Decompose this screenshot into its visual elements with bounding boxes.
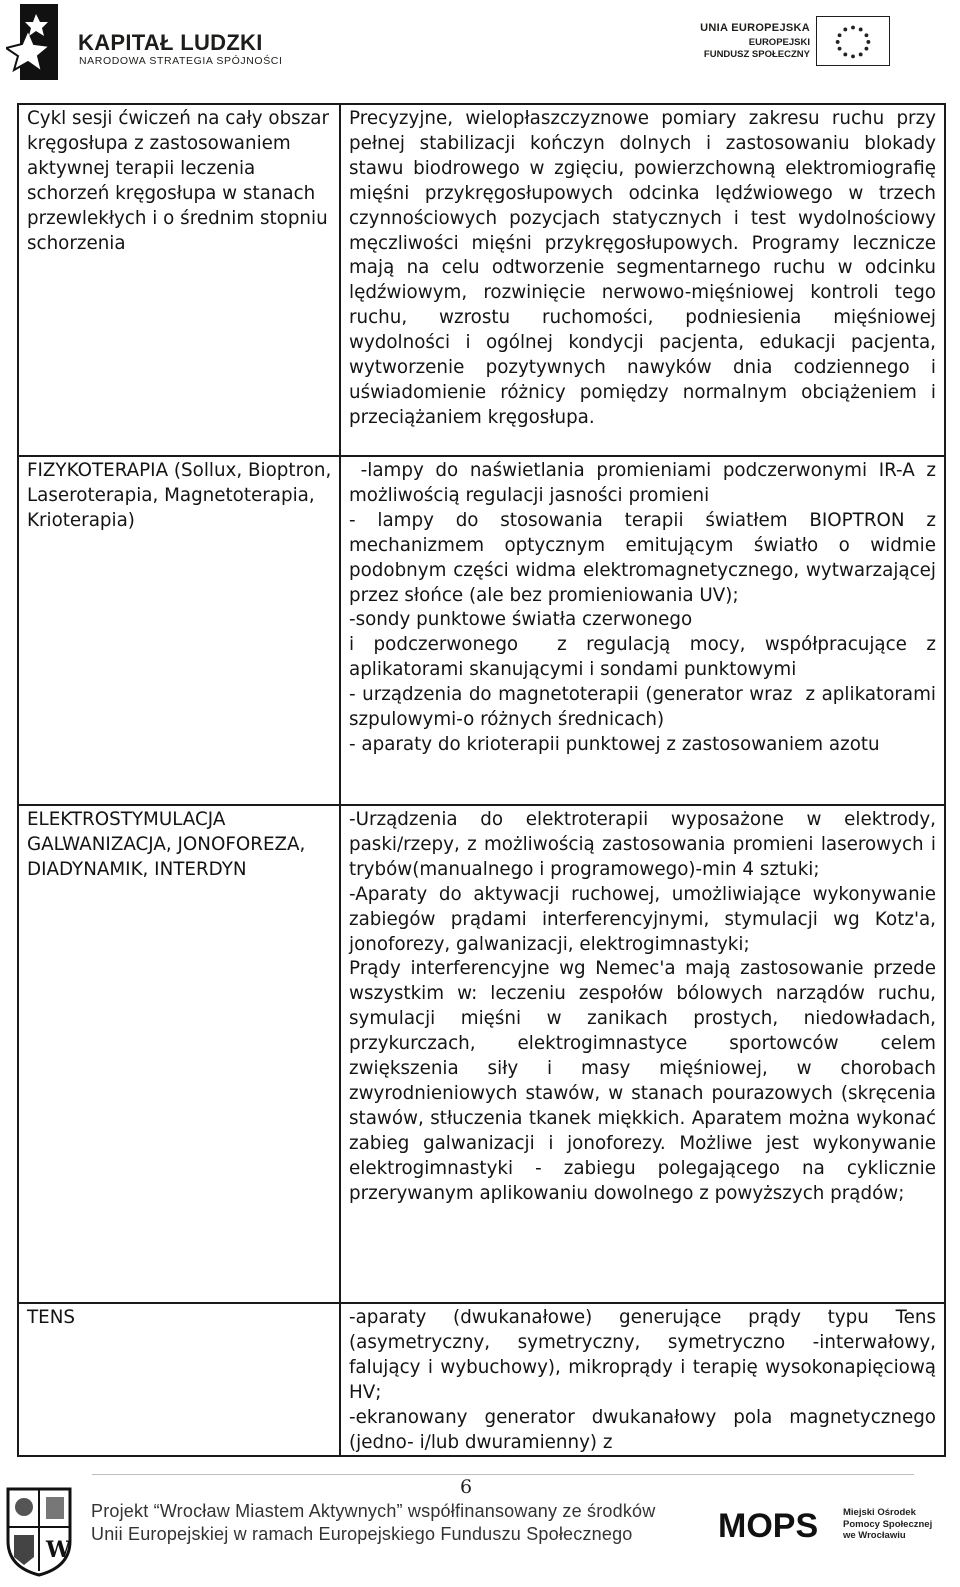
treatment-name-cell: Cykl sesji ćwiczeń na cały obszar kręgosłupa z zastosowaniem aktywnej terapii leczenia schorzeń kręgosłupa w stanach przewlekłych i o średnim stopniu schorzenia (18, 104, 340, 456)
description-paragraph: Prądy interferencyjne wg Nemec'a mają zastosowanie przede wszystkim w: leczeniu zespołów bólowych narządów ruchu, symulacji mięśni w zanikach prostych, niedowładach, przykurczach, elektrogimnastyce sportowców celem zwiększenia siły i masy mięśniowej, w chorobach zwyrodnieniowych stawów, w stanach pourazowych (skręcenia stawów, stłuczenia tkanek miękkich. Aparatem można wykonać zabieg galwanizacji i jonoforezy. Możliwe jest wykonywanie elektrogimnastyki - zabiegu polegającego na cyklicznie przerywanym aplikowaniu dowolnego z powyższych prądów; (349, 958, 936, 1204)
table-row (18, 104, 945, 456)
description-paragraph: -aparaty (dwukanałowe) generujące prądy typu Tens (asymetryczny, symetryczny, symetryczno -interwałowy, falujący i wybuchowy), mikroprądy i terapię wysokonapięciową HV; (349, 1307, 936, 1403)
eu-flag-icon (816, 16, 890, 66)
description-paragraph: - aparaty do krioterapii punktowej z zastosowaniem azotu (349, 733, 880, 755)
mops-name (843, 1507, 932, 1542)
svg-text:W: W (46, 1537, 71, 1563)
description-cell (340, 1303, 945, 1456)
mops-line-3: we Wrocławiu (843, 1530, 906, 1541)
description-paragraph: -Urządzenia do elektroterapii wyposażone w elektrody, paski/rzepy, z możliwością zastosowania promieni laserowych i trybów(manualnego i programowego)-min 4 sztuki; (349, 809, 936, 880)
brand-subtitle: NARODOWA STRATEGIA SPÓJNOŚCI (79, 55, 283, 67)
kapital-ludzki-logo-icon (6, 4, 58, 80)
description-paragraph: -lampy do naświetlania promieniami podczerwonymi IR-A z możliwością regulacji jasności promieni (349, 460, 942, 506)
mops-logo-text: MOPS (718, 1507, 819, 1545)
description-paragraph: Precyzyjne, wielopłaszczyznowe pomiary zakresu ruchu przy pełnej stabilizacji kończyn dolnych i zastosowaniu blokady stawu biodrowego w zgięciu, powierzchowną elektromiografię mięśni przykręgosłupowych odcinka lędźwiowego w trzech czynnościowych pozycjach statycznych i test wydolnościowy męczliwości mięśni przykręgosłupowych. Programy lecznicze mają na celu odtworzenie segmentarnego ruchu w odcinku lędźwiowym, rozwinięcie nerwowo-mięśniowej kontroli tego ruchu, wzrostu ruchomości, podniesienia mięśniowej wydolności i ogólnej kondycji pacjenta, edukacji pacjenta, wytworzenie pozytywnych nawyków dnia codziennego i uświadomienie różnicy pomiędzy normalnym obciążeniem i przeciążaniem kręgosłupa. (349, 108, 936, 428)
brand-title: KAPITAŁ LUDZKI (78, 30, 263, 55)
footer-line-2: Unii Europejskiej w ramach Europejskiego Funduszu Społecznego (91, 1524, 633, 1544)
eu-line-3: FUNDUSZ SPOŁECZNY (703, 49, 810, 60)
footer-divider (92, 1474, 914, 1475)
footer-line-1: Projekt “Wrocław Miastem Aktywnych” współfinansowany ze środków (91, 1501, 656, 1521)
page-header (0, 0, 960, 92)
description-paragraph: -Aparaty do aktywacji ruchowej, umożliwiające wykonywanie zabiegów prądami interferencyjnymi, stymulacji wg Kotz'a, jonoforezy, galwanizacji, elektrogimnastyki; (349, 883, 936, 955)
description-cell (340, 104, 945, 456)
eu-line-2: EUROPEJSKI (748, 37, 810, 48)
table-row (18, 1303, 945, 1456)
description-cell (340, 805, 945, 1303)
description-paragraph: - urządzenia do magnetoterapii (generator wraz z aplikatorami szpulowymi-o różnych średnicach) (349, 684, 942, 731)
wroclaw-coat-of-arms-icon (6, 1487, 72, 1577)
equipment-table (17, 103, 946, 1457)
eu-label (700, 22, 810, 60)
mops-line-2: Pomocy Społecznej (843, 1518, 933, 1530)
mops-line-1: Miejski Ośrodek (843, 1507, 916, 1518)
description-paragraph: - lampy do stosowania terapii światłem BIOPTRON z mechanizmem optycznym emitującym światło o widmie podobnym części widma elektromagnetycznego, wytwarzającej przez słońce (ale bez promieniowania UV); (349, 509, 936, 606)
footer-credits (91, 1500, 655, 1546)
description-cell (340, 456, 945, 805)
table-row (18, 456, 945, 805)
table-row (18, 805, 945, 1303)
treatment-name-cell: TENS (18, 1303, 340, 1456)
treatment-name-cell: ELEKTROSTYMULACJA GALWANIZACJA, JONOFOREZA, DIADYNAMIK, INTERDYN (18, 805, 340, 1303)
eu-line-1: UNIA EUROPEJSKA (700, 22, 810, 34)
treatment-name-cell: FIZYKOTERAPIA (Sollux, Bioptron, Laseroterapia, Magnetoterapia, Krioterapia) (18, 456, 340, 805)
page-number: 6 (460, 1476, 473, 1498)
description-paragraph: i podczerwonego z regulacją mocy, współpracujące z aplikatorami skanującymi i sondami punktowymi (349, 634, 942, 681)
mops-logo-icon (716, 1503, 838, 1545)
description-paragraph: -ekranowany generator dwukanałowy pola magnetycznego (jedno- i/lub dwuramienny) z (349, 1406, 936, 1453)
description-paragraph: -sondy punktowe światła czerwonego (349, 609, 693, 631)
